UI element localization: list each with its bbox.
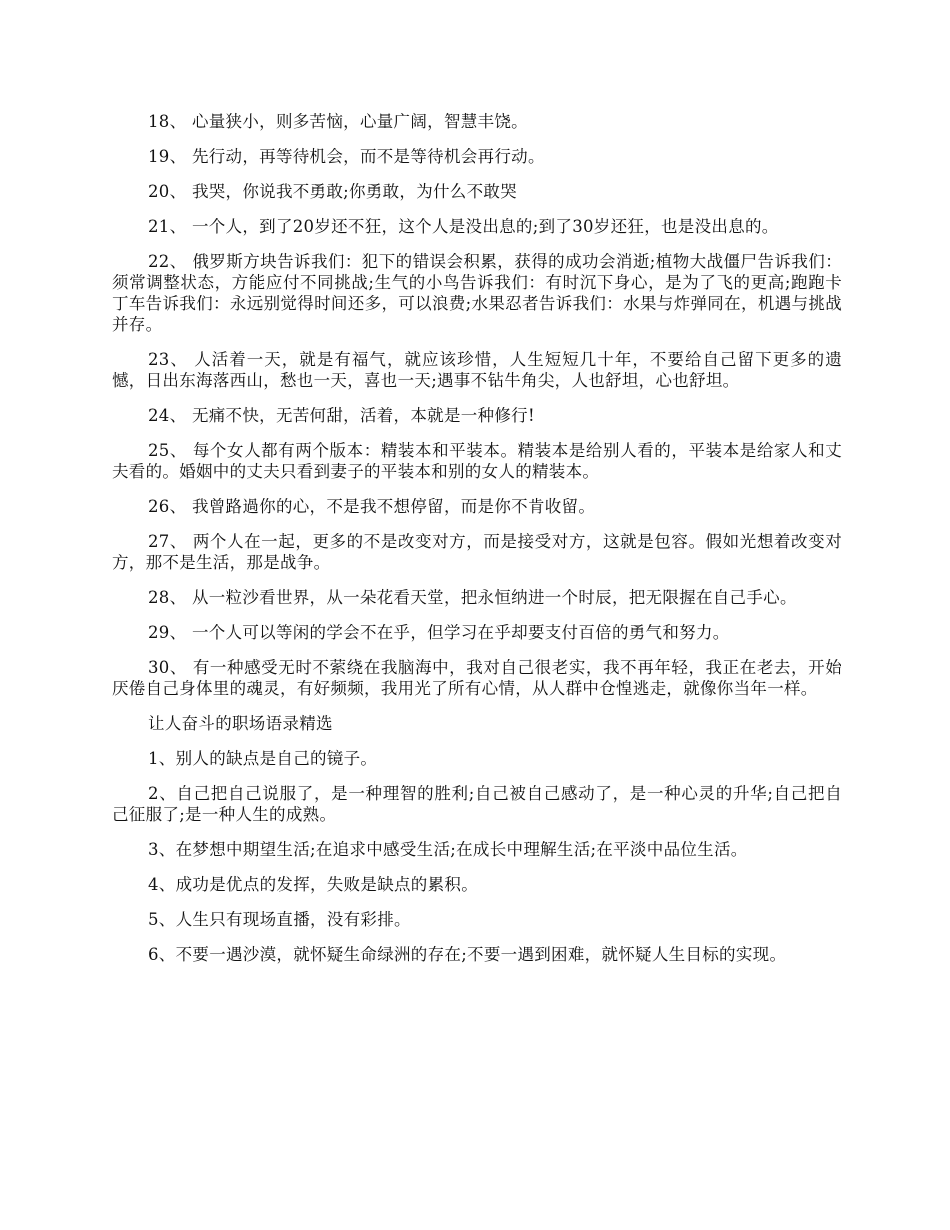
quote-paragraph: 24、 无痛不快，无苦何甜，活着，本就是一种修行! <box>148 406 535 425</box>
quote-paragraph: 20、 我哭，你说我不勇敢;你勇敢，为什么不敢哭 <box>148 182 517 201</box>
quote-paragraph: 30、 有一种感受无时不萦绕在我脑海中，我对自己很老实，我不再年轻，我正在老去，开始厌倦自己身体里的魂灵，有好频频，我用光了所有心情，从人群中仓惶逃走，就像你当年一样。 <box>112 658 842 698</box>
quote-paragraph: 18、 心量狭小，则多苦恼，心量广阔，智慧丰饶。 <box>148 112 528 131</box>
quote-paragraph: 27、 两个人在一起，更多的不是改变对方，而是接受对方，这就是包容。假如光想着改变对方，那不是生活，那是战争。 <box>112 532 842 572</box>
quote-paragraph: 28、 从一粒沙看世界，从一朵花看天堂，把永恒纳进一个时辰，把无限握在自己手心。 <box>148 588 797 607</box>
quote-paragraph: 21、 一个人，到了20岁还不狂，这个人是没出息的;到了30岁还狂，也是没出息的。 <box>148 217 779 236</box>
section-heading: 让人奋斗的职场语录精选 <box>148 714 333 733</box>
quote-paragraph: 2、自己把自己说服了，是一种理智的胜利;自己被自己感动了，是一种心灵的升华;自己把自己征服了;是一种人生的成熟。 <box>112 784 842 824</box>
quote-paragraph: 1、别人的缺点是自己的镜子。 <box>148 749 378 768</box>
quote-paragraph: 19、 先行动，再等待机会，而不是等待机会再行动。 <box>148 147 545 166</box>
quote-paragraph: 4、成功是优点的发挥，失败是缺点的累积。 <box>148 875 478 894</box>
quote-paragraph: 6、不要一遇沙漠，就怀疑生命绿洲的存在;不要一遇到困难，就怀疑人生目标的实现。 <box>148 945 787 964</box>
quote-paragraph: 23、 人活着一天，就是有福气，就应该珍惜，人生短短几十年，不要给自己留下更多的遗憾，日出东海落西山，愁也一天，喜也一天;遇事不钻牛角尖，人也舒坦，心也舒坦。 <box>112 350 842 390</box>
quote-paragraph: 5、人生只有现场直播，没有彩排。 <box>148 910 411 929</box>
document-body <box>112 111 842 979</box>
quote-paragraph: 3、在梦想中期望生活;在追求中感受生活;在成长中理解生活;在平淡中品位生活。 <box>148 840 748 859</box>
quote-paragraph: 29、 一个人可以等闲的学会不在乎，但学习在乎却要支付百倍的勇气和努力。 <box>148 623 730 642</box>
quote-paragraph: 25、 每个女人都有两个版本：精装本和平装本。精装本是给别人看的，平装本是给家人和丈夫看的。婚姻中的丈夫只看到妻子的平装本和别的女人的精装本。 <box>112 441 842 481</box>
quote-paragraph: 22、 俄罗斯方块告诉我们：犯下的错误会积累，获得的成功会消逝;植物大战僵尸告诉我们：须常调整状态，方能应付不同挑战;生气的小鸟告诉我们：有时沉下身心，是为了飞的更高;跑跑卡丁车告诉我们：永远别觉得时间还多，可以浪费;水果忍者告诉我们：水果与炸弹同在，机遇与挑战并存。 <box>112 252 842 334</box>
quote-paragraph: 26、 我曾路過你的心，不是我不想停留，而是你不肯收留。 <box>148 497 596 516</box>
